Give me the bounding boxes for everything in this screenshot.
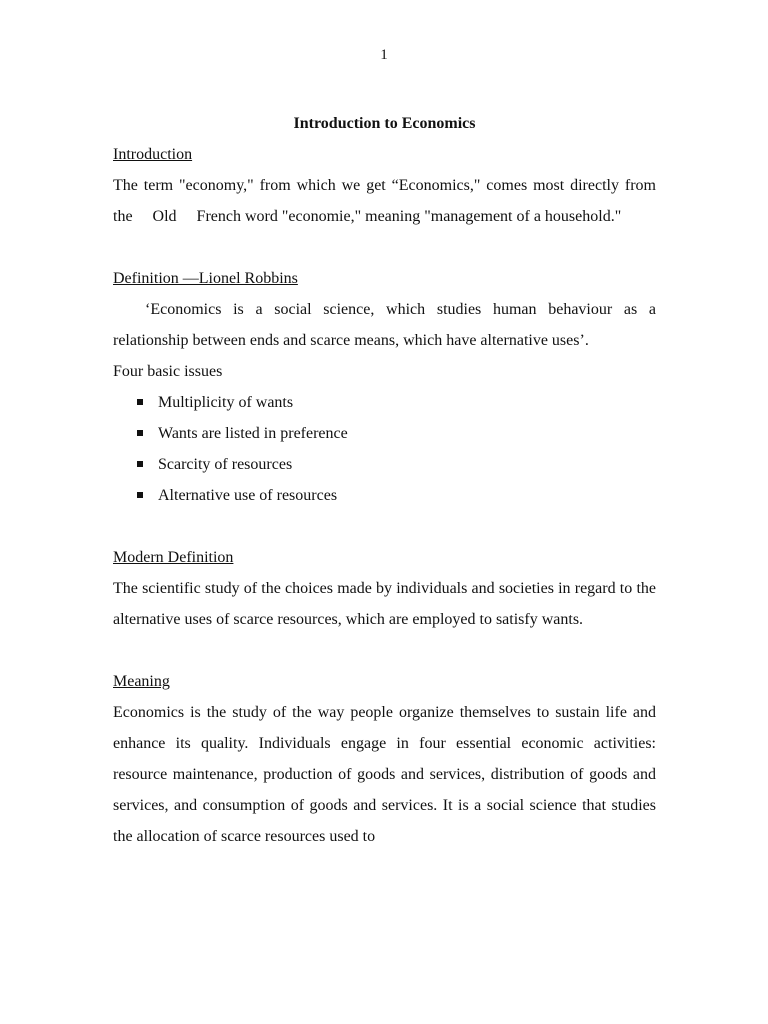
bullet-icon [137, 430, 143, 436]
list-item-text: Alternative use of resources [158, 487, 338, 504]
list-item-text: Multiplicity of wants [158, 394, 294, 411]
list-item-text: Scarcity of resources [158, 456, 293, 473]
bullet-icon [137, 399, 143, 405]
document-body [113, 108, 656, 852]
modern-definition-paragraph: The scientific study of the choices made by individuals and societies in regard to the alternative uses of scarce resources, which are employed to satisfy wants. [113, 580, 656, 628]
page-number: 1 [380, 47, 388, 63]
meaning-heading: Meaning [113, 673, 170, 690]
list-item [137, 449, 656, 480]
bullet-icon [137, 461, 143, 467]
document-title: Introduction to Economics [293, 115, 476, 132]
issues-list [113, 387, 656, 511]
issues-label: Four basic issues [113, 363, 223, 380]
introduction-paragraph: The term "economy," from which we get “Economics," comes most directly from the Old French word "economie," meaning "management of a household." [113, 177, 656, 225]
robbins-quote: ‘Economics is a social science, which studies human behaviour as a relationship between ends and scarce means, which have alternative uses’. [113, 301, 656, 349]
list-item-text: Wants are listed in preference [158, 425, 348, 442]
section-spacer [113, 511, 656, 542]
introduction-heading: Introduction [113, 146, 193, 163]
section-spacer [113, 232, 656, 263]
modern-definition-heading: Modern Definition [113, 549, 234, 566]
list-item [137, 480, 656, 511]
section-spacer [113, 635, 656, 666]
definition-heading: Definition —Lionel Robbins [113, 270, 298, 287]
bullet-icon [137, 492, 143, 498]
list-item [137, 418, 656, 449]
list-item [137, 387, 656, 418]
meaning-paragraph: Economics is the study of the way people organize themselves to sustain life and enhance its quality. Individuals engage in four essential economic activities: resource maintenance, production of goods and services, distribution of goods and services, and consumption of goods and services. It is a social science that studies the allocation of scarce resources used to [113, 704, 656, 845]
